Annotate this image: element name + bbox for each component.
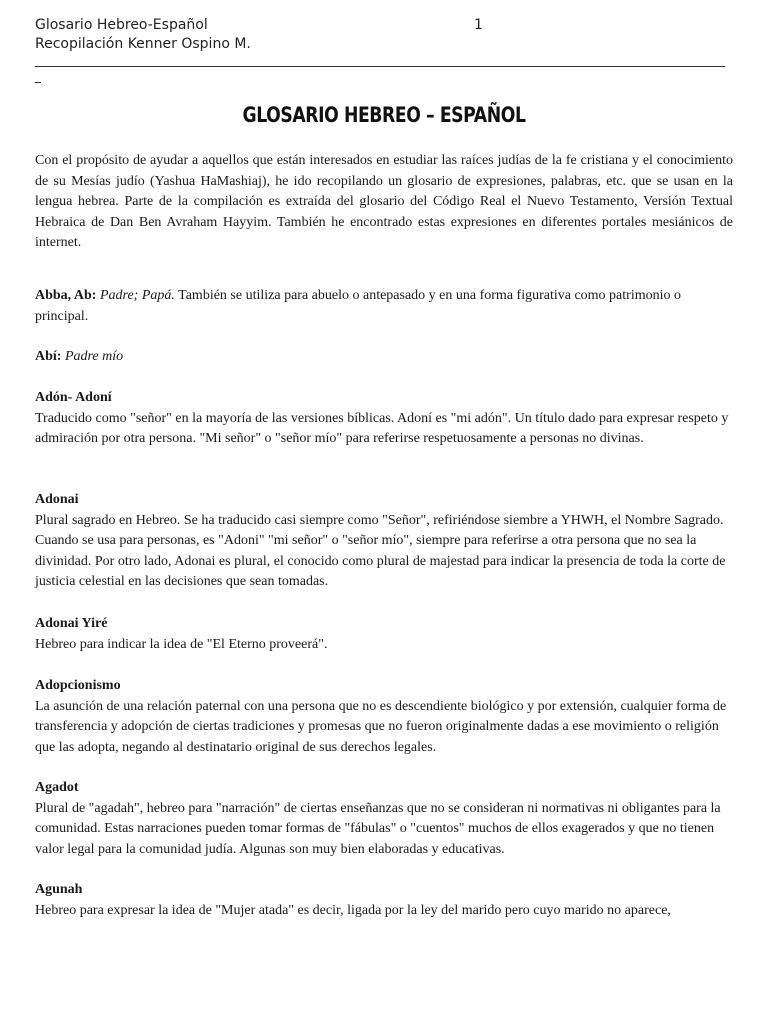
entry-adopcionismo [35, 676, 735, 758]
entry-term: Abba, Ab: [35, 288, 97, 303]
entry-term: Adón- Adoní [35, 390, 112, 405]
entry-definition: Hebreo para indicar la idea de "El Eterno proveerá". [35, 636, 328, 652]
entry-definition: Traducido como "señor" en la mayoría de las versiones bíblicas. Adoní es "mi adón". Un título dado para expresar respeto y admiración por otra persona. "Mi señor" o "señor mío" para referirse respetuosamente a personas no divinas. [35, 410, 729, 446]
entry-definition: También se utiliza para abuelo o antepasado y en una forma figurativa como patrimonio o principal. [35, 288, 681, 324]
header-author: Recopilación Kenner Ospino M. [35, 36, 251, 52]
entry-term: Adonai [35, 492, 79, 507]
entry-term: Adopcionismo [35, 678, 121, 693]
entry-abba [35, 286, 735, 327]
entry-agadot [35, 778, 735, 860]
entry-term: Agunah [35, 882, 83, 897]
header-rule [35, 66, 725, 67]
page-number: 1 [474, 17, 483, 33]
entry-definition: La asunción de una relación paternal con una persona que no es descendiente biológico y por extensión, cualquier forma de transferencia y adopción de ciertas tradiciones y promesas que no fueron originalmente dadas a ese movimiento o religión que las adopta, negando al destinatario original de sus derechos legales. [35, 698, 727, 755]
entry-term: Adonai Yiré [35, 616, 108, 631]
entry-adon [35, 388, 735, 450]
entry-definition: Hebreo para expresar la idea de "Mujer atada" es decir, ligada por la ley del marido pero cuyo marido no aparece, [35, 902, 671, 918]
entry-definition: Plural de "agadah", hebreo para "narración" de ciertas enseñanzas que no se consideran ni normativas ni obligantes para la comunidad. Estas narraciones pueden tomar formas de "fábulas" o "cuentos" muchos de ellos exagerados y que no tienen valor legal para la comunidad judía. Algunas son muy bien elaboradas y educativas. [35, 800, 721, 857]
entry-adonai [35, 490, 735, 593]
entry-term: Abí: [35, 349, 62, 364]
entry-translation: Padre; Papá. [99, 288, 175, 303]
entry-definition: Plural sagrado en Hebreo. Se ha traducido casi siempre como "Señor", refiriéndose siembre a YHWH, el Nombre Sagrado. Cuando se usa para personas, es "Adoni" "mi señor" o "señor mío", siempre para referirse a otra persona que no sea la divinidad. Por otro lado, Adonai es plural, el conocido como plural de majestad para indicar la presencia de toda la corte de justicia celestial en las decisiones que sean tomadas. [35, 512, 726, 589]
header-title: Glosario Hebreo-Español [35, 17, 208, 33]
entry-term: Agadot [35, 780, 79, 795]
entry-abi [35, 347, 735, 368]
entry-adonai-yire [35, 614, 735, 655]
entry-translation: Padre mío [64, 349, 124, 364]
entry-agunah [35, 880, 735, 921]
document-title: GLOSARIO HEBREO – ESPAÑOL [242, 103, 526, 127]
intro-paragraph: Con el propósito de ayudar a aquellos que están interesados en estudiar las raíces judías de la fe cristiana y el conocimiento de su Mesías judío (Yashua HaMashiaj), he ido recopilando un glosario de expresiones, palabras, etc. que se usan en la lengua hebrea. Parte de la compilación es extraída del glosario del Código Real el Nuevo Testamento, Versión Textual Hebraica de Dan Ben Avraham Hayyim. También he encontrado estas expresiones en diferentes portales mesiánicos de internet. [35, 153, 733, 250]
header-rule-tail [35, 82, 41, 83]
